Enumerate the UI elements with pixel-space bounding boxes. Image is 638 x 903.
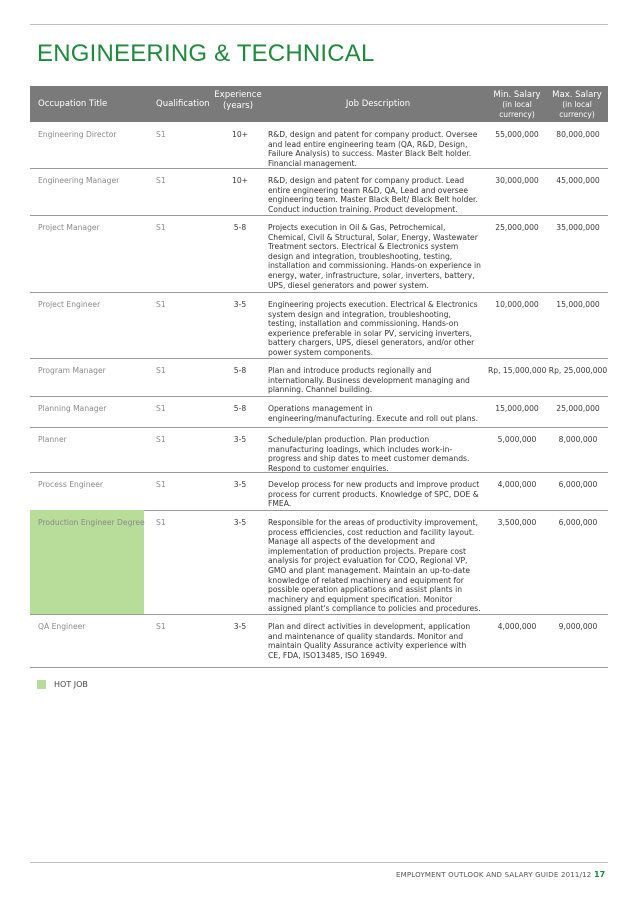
occupation-cell: Program Manager [38, 366, 106, 375]
max-salary-cell: 35,000,000 [556, 223, 600, 232]
experience-cell: 10+ [231, 176, 249, 185]
table-row [30, 472, 608, 511]
occupation-cell: Process Engineer [38, 480, 104, 489]
min-salary-cell: 3,500,000 [497, 518, 537, 527]
occupation-cell: Planning Manager [38, 404, 107, 413]
min-salary-cell: 15,000,000 [495, 404, 539, 413]
table-row [30, 427, 608, 473]
qualification-cell: S1 [156, 300, 166, 309]
occupation-cell: QA Engineer [38, 622, 86, 631]
table-row [30, 122, 608, 169]
experience-cell: 5-8 [233, 404, 247, 413]
occupation-cell: Engineering Manager [38, 176, 120, 185]
table-row [30, 292, 608, 359]
experience-cell: 3-5 [233, 480, 247, 489]
description-cell: Engineering projects execution. Electrical & Electronics system design and integration, troubleshooting, testing, installation and commissioning. Hands-on experience preferable in solar PV, servicing inverters, battery chargers, UPS, diesel generators, and/or other power system components. [268, 300, 478, 357]
occupation-cell: Project Engineer [38, 300, 101, 309]
header-max-salary [548, 90, 606, 120]
experience-cell: 5-8 [233, 366, 247, 375]
occupation-cell: Engineering Director [38, 130, 117, 139]
header-max-line3: currency) [559, 110, 595, 119]
header-max-line1: Max. Salary [552, 90, 602, 100]
header-max-line2: (in local [562, 100, 592, 109]
max-salary-cell: 6,000,000 [558, 480, 598, 489]
experience-cell: 3-5 [233, 435, 247, 444]
header-experience [210, 90, 266, 112]
qualification-cell: S1 [156, 518, 166, 527]
qualification-cell: S1 [156, 435, 166, 444]
max-salary-cell: 25,000,000 [556, 404, 600, 413]
table-header [30, 86, 608, 122]
min-salary-cell: 4,000,000 [497, 622, 537, 631]
bottom-rule [30, 862, 608, 863]
description-cell: Schedule/plan production. Plan production manufacturing loadings, which includes work-in-progress and ship dates to meet customer demands. Respond to customer enquiries. [268, 435, 470, 473]
hot-job-legend-swatch [37, 680, 46, 689]
description-cell: Operations management in engineering/manufacturing. Execute and roll out plans. [268, 404, 478, 423]
occupation-cell: Project Manager [38, 223, 100, 232]
page-number: 17 [594, 870, 606, 879]
qualification-cell: S1 [156, 223, 166, 232]
table-row [30, 510, 608, 615]
header-experience-line1: Experience [214, 90, 262, 100]
experience-cell: 3-5 [233, 622, 247, 631]
description-cell: Plan and introduce products regionally and internationally. Business development managing and planning. Channel building. [268, 366, 470, 395]
header-min-salary [488, 90, 546, 120]
description-cell: Projects execution in Oil & Gas, Petrochemical, Chemical, Civil & Structural, Solar, Energy, Wastewater Treatment sectors. Electrical & Electronics system design and integration, troubleshooting, testing, installation and commissioning. Hands-on experience in energy, water, infrastructure, solar, inverters, battery, UPS, diesel generators and power system. [268, 223, 481, 290]
max-salary-cell: Rp, 25,000,000 [548, 366, 608, 375]
max-salary-cell: 6,000,000 [558, 518, 598, 527]
header-experience-line2: (years) [222, 101, 254, 111]
max-salary-cell: 45,000,000 [556, 176, 600, 185]
min-salary-cell: 30,000,000 [495, 176, 539, 185]
description-cell: R&D, design and patent for company product. Oversee and lead entire engineering team (QA, R&D, Design, Failure Analysis) to success. Master Black Belt holder. Financial management. [268, 130, 478, 168]
header-occupation: Occupation Title [38, 99, 108, 109]
table-row [30, 215, 608, 293]
min-salary-cell: Rp, 15,000,000 [488, 366, 547, 375]
hot-job-legend-label: HOT JOB [54, 680, 88, 689]
table-row [30, 358, 608, 397]
qualification-cell: S1 [156, 480, 166, 489]
top-rule [30, 24, 608, 25]
experience-cell: 10+ [231, 130, 249, 139]
header-description: Job Description [345, 99, 411, 109]
min-salary-cell: 10,000,000 [495, 300, 539, 309]
qualification-cell: S1 [156, 622, 166, 631]
qualification-cell: S1 [156, 404, 166, 413]
header-min-line1: Min. Salary [493, 90, 541, 100]
occupation-cell: Production Engineer Degree [38, 518, 145, 527]
min-salary-cell: 4,000,000 [497, 480, 537, 489]
footer-text: EMPLOYMENT OUTLOOK AND SALARY GUIDE 2011/12 [396, 871, 592, 879]
description-cell: R&D, design and patent for company product. Lead entire engineering team R&D, QA, Lead and oversee engineering team. Master Black Belt/ Black Belt holder. Conduct induction training. Product development. [268, 176, 478, 214]
qualification-cell: S1 [156, 366, 166, 375]
experience-cell: 5-8 [233, 223, 247, 232]
table-row [30, 614, 608, 668]
description-cell: Develop process for new products and improve product process for current products. Knowledge of SPC, DOE & FMEA. [268, 480, 480, 509]
max-salary-cell: 15,000,000 [556, 300, 600, 309]
table-row [30, 396, 608, 428]
min-salary-cell: 25,000,000 [495, 223, 539, 232]
header-qualification: Qualification [156, 99, 210, 109]
description-cell: Responsible for the areas of productivity improvement, process efficiencies, cost reduction and facility layout. Manage all aspects of the development and implementation of production projects. Prepare cost analysis for project evaluation for COO, Regional VP, GMO and plant management. Maintain an up-to-date knowledge of related machinery and equipment for possible operation applications and assist plants in machinery and equipment specification. Monitor assigned plant's compliance to policies and procedures. [268, 518, 481, 614]
max-salary-cell: 80,000,000 [556, 130, 600, 139]
experience-cell: 3-5 [233, 300, 247, 309]
page-title: ENGINEERING & TECHNICAL [37, 40, 375, 67]
max-salary-cell: 9,000,000 [558, 622, 598, 631]
qualification-cell: S1 [156, 176, 166, 185]
min-salary-cell: 55,000,000 [495, 130, 539, 139]
min-salary-cell: 5,000,000 [497, 435, 537, 444]
max-salary-cell: 8,000,000 [558, 435, 598, 444]
description-cell: Plan and direct activities in development, application and maintenance of quality standards. Monitor and maintain Quality Assurance activity experience with CE, FDA, ISO13485, ISO 16949. [268, 622, 471, 660]
experience-cell: 3-5 [233, 518, 247, 527]
header-min-line3: currency) [499, 110, 535, 119]
table-row [30, 168, 608, 216]
occupation-cell: Planner [38, 435, 67, 444]
header-min-line2: (in local [502, 100, 532, 109]
qualification-cell: S1 [156, 130, 166, 139]
